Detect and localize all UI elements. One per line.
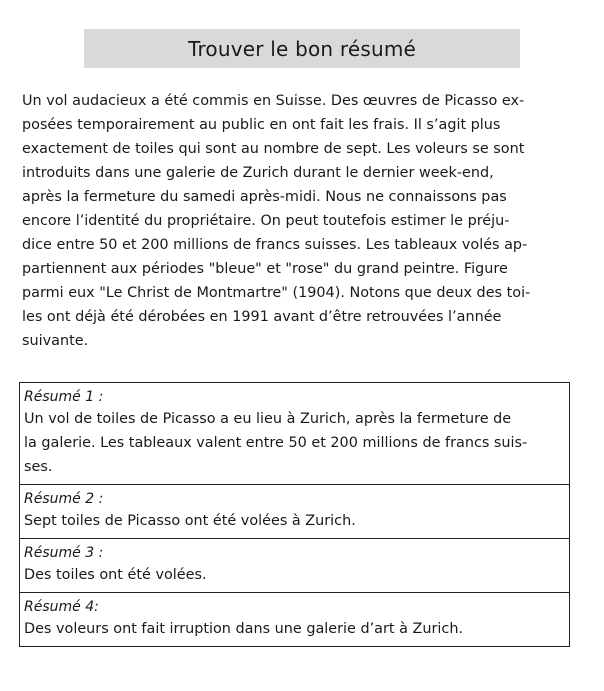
story-line: posées temporairement au public en ont fait les frais. Il s’agit plus <box>22 117 501 133</box>
story-line: après la fermeture du samedi après-midi. Nous ne connaissons pas <box>22 189 507 205</box>
resume-option-4[interactable] <box>20 592 569 646</box>
resume-table <box>19 382 570 647</box>
story-line: parmi eux "Le Christ de Montmartre" (1904). Notons que deux des toi- <box>22 285 531 301</box>
resume-label: Résumé 2 : <box>24 491 104 507</box>
resume-label: Résumé 4: <box>24 599 99 615</box>
page-title: Trouver le bon résumé <box>187 36 417 61</box>
resume-line: Sept toiles de Picasso ont été volées à Zurich. <box>24 513 356 529</box>
story-paragraph <box>22 89 560 353</box>
resume-text <box>24 407 565 479</box>
resume-line: ses. <box>24 459 53 475</box>
resume-line: Des voleurs ont fait irruption dans une galerie d’art à Zurich. <box>24 621 464 637</box>
story-line: exactement de toiles qui sont au nombre de sept. Les voleurs se sont <box>22 141 525 157</box>
resume-option-3[interactable] <box>20 538 569 592</box>
resume-line: la galerie. Les tableaux valent entre 50 et 200 millions de francs suis- <box>24 435 528 451</box>
resume-text <box>24 509 565 533</box>
story-line: partiennent aux périodes "bleue" et "rose" du grand peintre. Figure <box>22 261 508 277</box>
resume-option-2[interactable] <box>20 484 569 538</box>
story-line: Un vol audacieux a été commis en Suisse. Des œuvres de Picasso ex- <box>22 93 525 109</box>
story-line: dice entre 50 et 200 millions de francs suisses. Les tableaux volés ap- <box>22 237 528 253</box>
story-line: les ont déjà été dérobées en 1991 avant d’être retrouvées l’année <box>22 309 502 325</box>
title-banner <box>84 29 520 68</box>
resume-line: Des toiles ont été volées. <box>24 567 207 583</box>
resume-text <box>24 563 565 587</box>
story-line: introduits dans une galerie de Zurich durant le dernier week-end, <box>22 165 494 181</box>
resume-label: Résumé 3 : <box>24 545 104 561</box>
story-line: encore l’identité du propriétaire. On peut toutefois estimer le préju- <box>22 213 510 229</box>
story-line: suivante. <box>22 333 89 349</box>
resume-label: Résumé 1 : <box>24 389 104 405</box>
resume-text <box>24 617 565 641</box>
resume-line: Un vol de toiles de Picasso a eu lieu à Zurich, après la fermeture de <box>24 411 512 427</box>
resume-option-1[interactable] <box>20 383 569 484</box>
